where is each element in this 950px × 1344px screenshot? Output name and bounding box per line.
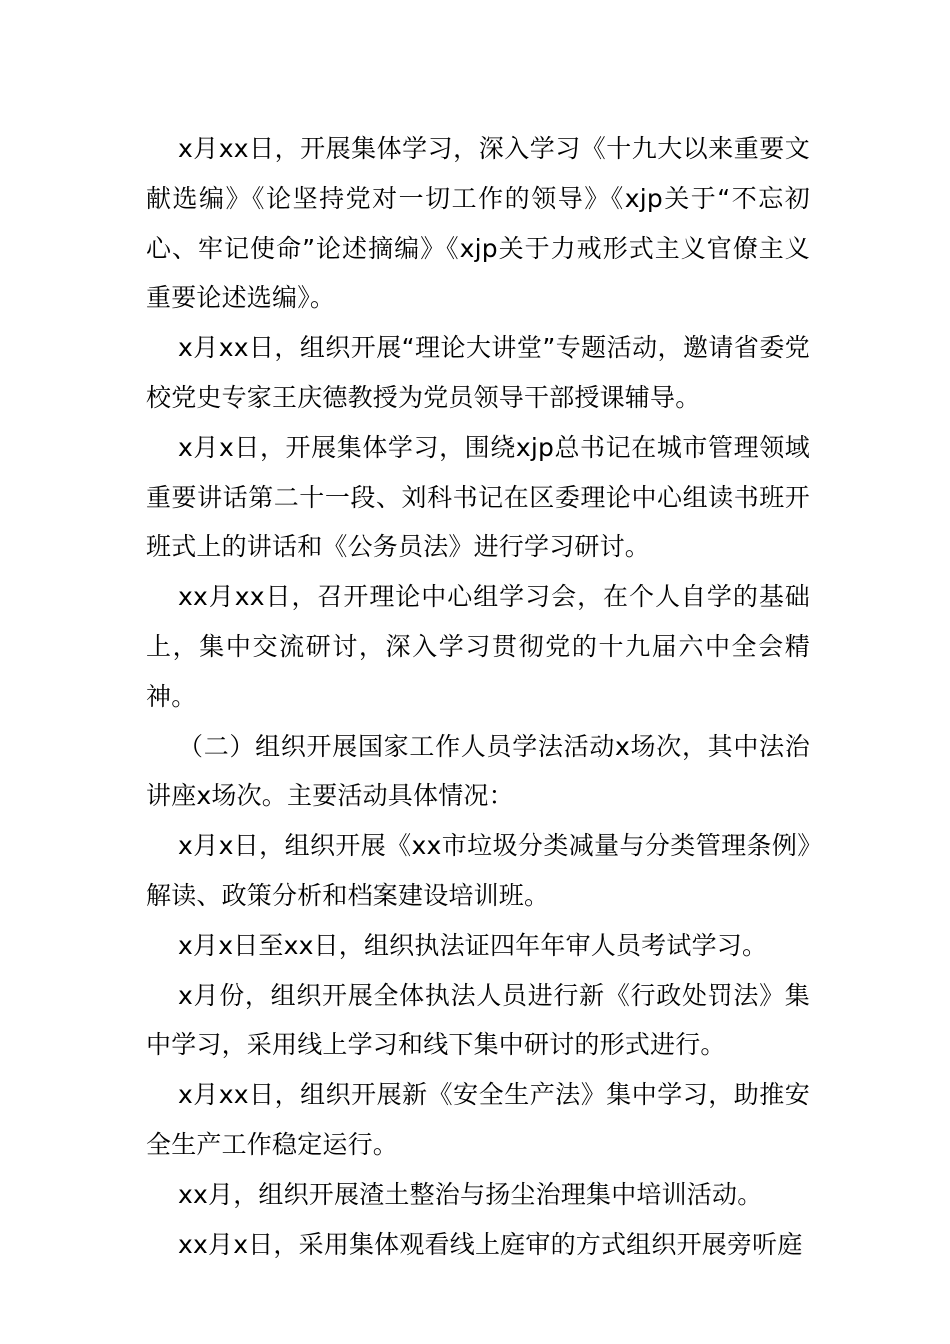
paragraph: x月xx日，组织开展新《安全生产法》集中学习，助推安全生产工作稳定运行。 (146, 1080, 810, 1159)
paragraph: x月xx日，组织开展“理论大讲堂”专题活动，邀请省委党校党史专家王庆德教授为党员领导干部授课辅导。 (146, 333, 810, 412)
paragraph: x月x日，开展集体学习，围绕xjp总书记在城市管理领域重要讲话第二十一段、刘科书记在区委理论中心组读书班开班式上的讲话和《公务员法》进行学习研讨。 (146, 432, 810, 562)
paragraph: xx月xx日，召开理论中心组学习会，在个人自学的基础上，集中交流研讨，深入学习贯彻党的十九届六中全会精神。 (146, 582, 810, 711)
paragraph: xx月，组织开展渣土整治与扬尘治理集中培训活动。 (178, 1179, 763, 1209)
paragraph: x月x日至xx日，组织执法证四年年审人员考试学习。 (178, 930, 768, 960)
paragraph: x月xx日，开展集体学习，深入学习《十九大以来重要文献选编》《论坚持党对一切工作的领导》《xjp关于“不忘初心、牢记使命”论述摘编》《xjp关于力戒形式主义官僚主义重要论述选编》。 (146, 134, 810, 313)
document-body (146, 124, 810, 1269)
paragraph: xx月x日，采用集体观看线上庭审的方式组织开展旁听庭 (178, 1229, 803, 1259)
paragraph: x月x日，组织开展《xx市垃圾分类减量与分类管理条例》解读、政策分析和档案建设培训班。 (146, 831, 810, 910)
paragraph: x月份，组织开展全体执法人员进行新《行政处罚法》集中学习，采用线上学习和线下集中研讨的形式进行。 (146, 980, 810, 1060)
paragraph: （二）组织开展国家工作人员学法活动x场次，其中法治讲座x场次。主要活动具体情况： (146, 731, 810, 811)
